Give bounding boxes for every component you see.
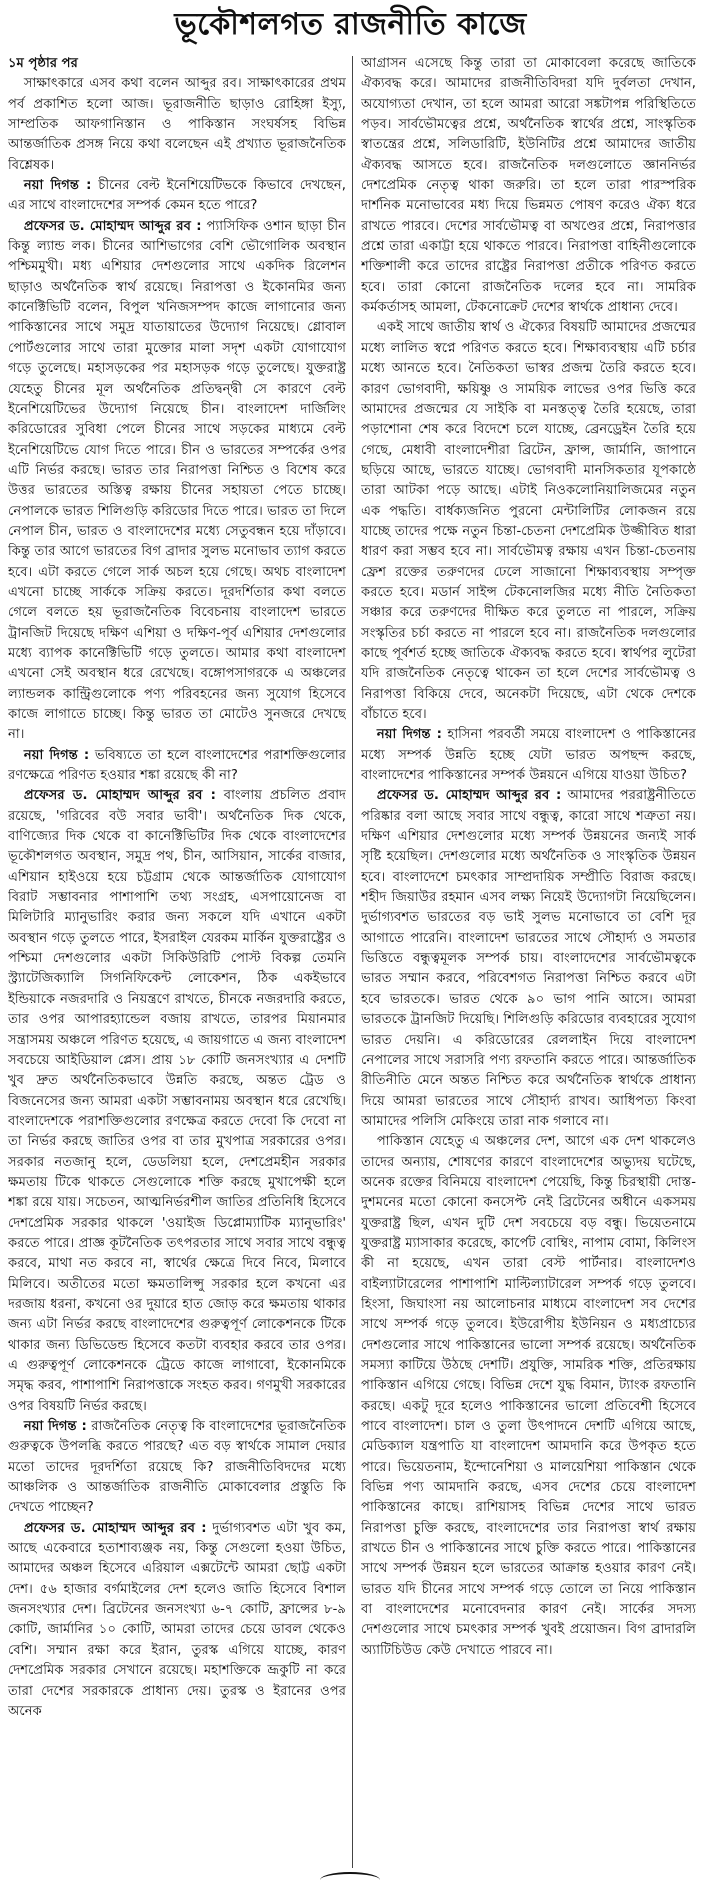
question-label: নয়া দিগন্ত : [23,1419,87,1435]
question-label: নয়া দিগন্ত : [23,178,92,194]
answer-label: প্রফেসর ড. মোহাম্মদ আব্দুর রব : [23,1520,207,1536]
interview-answer [8,786,346,1417]
interview-answer [8,217,346,746]
paragraph-text: বাংলায় প্রচলিত প্রবাদ রয়েছে, 'গরিবের বউ সবার ভাবী'। অর্থনৈতিক দিক থেকে, বাণিজ্যের দিক থেকে বা কানেক্টিভিটির দিক থেকে বাংলাদেশের ভূকৌশলগত অবস্থান, সমুদ্র পথ, চীন, আসিয়ান, সার্কের বাজার, এশিয়ান হাইওয়ে হয়ে চট্টগ্রাম থেকে আন্তর্জাতিক যোগাযোগ বিরাট সম্ভাবনার পাশাপাশি তথ্য সংগ্রহ, এসপায়োনেজ বা মিলিটারি ম্যানুভারিং করার জন্য সকলে যদি এখানে একটা অবস্থান গড়ে তুলতে পারে, ইসরাইল যেরকম মার্কিন যুক্তরাষ্ট্রের ও পশ্চিমা দেশগুলোর একটা সিকিউরিটি পোস্ট বিকল্প তেমনি স্ট্র্যাটেজিক্যালি সিগনিফিকেন্ট লোকেশন, ঠিক একইভাবে ইন্ডিয়াকে নজরদারি ও নিয়ন্ত্রণে রাখতে, চীনকে নজরদারি করতে, তার ওপর আপারহ্যান্ডেল বজায় রাখতে, তারপর মিয়ানমার সন্ত্রাসময় অঞ্চলে পরিণত হয়েছে, এ জায়গাতে এ জন্য বাংলাদেশ সবচেয়ে আইডিয়াল প্লেস। প্রায় ১৮ কোটি জনসংখ্যার এ দেশটি খুব দ্রুত অর্থনৈতিকভাবে উন্নতি করছে, অন্তত ট্রেড ও বিজনেসের জন্য আমরা একটা সম্ভাবনাময় অবস্থান ধরে রেখেছি। বাংলাদেশকে পরাশক্তিগুলোর রণক্ষেত্র করতে দেবো কি দেবো না তা নির্ভর করছে জাতির ওপর বা তার মুখপাত্র সরকারের ওপর। সরকার নতজানু হলে, ডেডলিয়া হলে, দেশপ্রেমহীন সরকার ক্ষমতায় টিকে থাকতে সেগুলোকে শক্তি করছে মুখাপেক্ষী হলে শঙ্কা রয়ে যায়। সচেতন, আত্মনির্ভরশীল জাতির প্রতিনিধি হিসেবে দেশপ্রেমিক সরকার থাকলে 'ওয়াইজ ডিপ্লোম্যাটিক ম্যানুভারিং' করতে পারে। প্রাজ্ঞ কূটনৈতিক তৎপরতার সাথে সবার সাথে বন্ধুত্ব করবে, মাথা নত করবে না, স্বার্থের ক্ষেত্রে দিবে নিবে, মিলাবে মিলিবে। অতীতের মতো ক্ষমতালিপ্সু সরকার হলে কখনো এর দরজায় ধরনা, কখনো ওর দুয়ারে হাত জোড় করে ক্ষমতায় থাকার জন্য এটা নির্ভর করছে বাংলাদেশের গুরুত্বপূর্ণ লোকেশনকে টিকে থাকার জন্য ডিভিডেন্ড হিসেবে কতটা ব্যবহার করবে তার ওপর। এ গুরুত্বপূর্ণ লোকেশনকে ট্রেডে কাজে লাগাবো, ইকোনমিকে সমৃদ্ধ করব, পাশাপাশি নিরাপত্তাকে সংহত করব। গণমুখী সরকারের ওপর বিষয়টি নির্ভর করছে। [8,788,346,1414]
paragraph-text: দুর্ভাগ্যবশত এটা খুব কম, আছে একেবারে হতাশাব্যঞ্জক নয়, কিন্তু সেগুলো হওয়া উচিত, আমাদের অঞ্চল হিসেবে এরিয়াল এক্সটেন্টে আমরা ছোট্ট একটা দেশ। ৫৬ হাজার বর্গমাইলের দেশ হলেও জাতি হিসেবে বিশাল জনসংখ্যার দেশ। ব্রিটেনের জনসংখ্যা ৬-৭ কোটি, ফ্রান্সের ৮-৯ কোটি, জার্মানির ১০ কোটি, আমরা তাদের চেয়ে ডাবল থেকেও বেশি। সম্মান রক্ষা করে ইরান, তুরস্ক এগিয়ে যাচ্ছে, কারণ দেশপ্রেমিক সরকার সেখানে রয়েছে। মহাশক্তিকে ভ্রূকুটি না করে তারা দেশের সরকারকে প্রাধান্য দেয়। তুরস্ক ও ইরানের ওপর অনেক [8,1520,346,1719]
interview-question [8,746,346,787]
paragraph: পাকিস্তান যেহেতু এ অঞ্চলের দেশ, আগে এক দেশ থাকলেও তাদের অন্যায়, শোষণের কারণে বাংলাদেশের অভ্যুদয় ঘটেছে, অনেক রক্তের বিনিময়ে বাংলাদেশ পেয়েছি, কিন্তু চিরস্থায়ী দোস্ত-দুশমনের মতো কোনো কনসেপ্ট নেই ব্রিটেনের অধীনে একসময় যুক্তরাষ্ট্র ছিল, এখন দুটি দেশ সবচেয়ে বড় বন্ধু। ভিয়েতনামে যুক্তরাষ্ট্র ম্যাসাকার করেছে, কার্পেট বোম্বিং, নাপাম বোমা, কিলিংস কী না হয়েছে, এখন তারা বেস্ট পার্টনার। বাংলাদেশও বাইল্যাটারেলের পাশাপাশি মাল্টিল্যাটারেল সম্পর্ক গড়ে তুলবে। হিংসা, জিঘাংসা নয় আলোচনার মাধ্যমে বাংলাদেশ সব দেশের সাথে সম্পর্ক গড়ে তুলবে। ইউরোপীয় ইউনিয়ন ও মধ্যপ্রাচ্যের দেশগুলোর সাথে পাকিস্তানের ভালো সম্পর্ক রয়েছে। অর্থনৈতিক সমস্যা কাটিয়ে উঠছে দেশটি। প্রযুক্তি, সামরিক শক্তি, প্রতিরক্ষায় পাকিস্তান এগিয়ে গেছে। বিভিন্ন দেশে যুদ্ধ বিমান, ট্যাংক রফতানি করছে। একটু দূরে হলেও পাকিস্তানের ভালো প্রতিবেশী হিসেবে পাবে বাংলাদেশ। চাল ও তুলা উৎপাদনে দেশটি এগিয়ে আছে, মেডিক্যাল যন্ত্রপাতি যা বাংলাদেশ আমদানি করে উপকৃত হতে পারে। ভিয়েতনাম, ইন্দোনেশিয়া ও মালয়েশিয়া পাকিস্তান থেকে বিভিন্ন পণ্য আমদানি করছে, এসব দেশের চেয়ে বাংলাদেশ পাকিস্তানের কাছে। রাশিয়াসহ বিভিন্ন দেশের সাথে ভারত নিরাপত্তা চুক্তি করছে, বাংলাদেশের তার নিরাপত্তা স্বার্থ রক্ষায় রাখতে চীন ও পাকিস্তানের সাথে চুক্তি করতে পারে। পাকিস্তানের সাথে সম্পর্ক উন্নয়ন হলে ভারতের আক্রান্ত হওয়ার কারণ নেই। ভারত যদি চীনের সাথে সম্পর্ক গড়ে তোলে তা নিয়ে পাকিস্তান বা বাংলাদেশের মনোবেদনার কারণ নেই। সার্কের সদস্য দেশগুলোর সাথে চমৎকার সম্পর্ক খুবই প্রয়োজন। বিগ ব্রাদারলি অ্যাটিচিউড কেউ দেখাতে পারবে না। [361,1134,696,1658]
interview-question [8,176,346,217]
answer-label: প্রফেসর ড. মোহাম্মদ আব্দুর রব : [23,218,202,234]
paragraph-text: আমাদের পররাষ্ট্রনীতিতে পরিষ্কার বলা আছে সবার সাথে বন্ধুত্ব, কারো সাথে শত্রুতা নয়। দক্ষিণ এশিয়ার দেশগুলোর মধ্যে সম্পর্ক উন্নয়নের জন্যই সার্ক সৃষ্টি হয়েছিল। দেশগুলোর মধ্যে অর্থনৈতিক ও সাংস্কৃতিক উন্নয়ন হবে। বাংলাদেশে চমৎকার সাম্প্রদায়িক সম্প্রীতি বিরাজ করছে। শহীদ জিয়াউর রহমান এসব লক্ষ্য নিয়েই উদ্যোগটা নিয়েছিলেন। দুর্ভাগ্যবশত ভারতের বড় ভাই সুলভ মনোভাবে তা বেশি দূর আগাতে পারেনি। বাংলাদেশ ভারতের সাথে সৌহার্দ্য ও সমতার ভিত্তিতে বন্ধুত্বমূলক সম্পর্ক চায়। বাংলাদেশের সার্বভৌমত্বকে ভারত সম্মান করবে, পরিবেশগত নিরাপত্তা নিশ্চিত করবে এটা হবে ভারতকে। ভারত থেকে ৯০ ভাগ পানি আসে। আমরা ভারতকে ট্রানজিট দিয়েছি। শিলিগুড়ি করিডোর ব্যবহারের সুযোগ ভারত দেয়নি। এ করিডোরের রেললাইন দিয়ে বাংলাদেশ নেপালের সাথে সরাসরি পণ্য রফতানি করতে পারে। আন্তর্জাতিক রীতিনীতি মেনে অন্তত নিশ্চিত করে অর্থনৈতিক স্বার্থকে প্রাধান্য দিয়ে আমরা ভারতের সাথে সৌহার্দ্য রাখব। আধিপত্য কিংবা আমাদের পলিসি মেকিংয়ে তারা নাক গলাবে না। [361,788,696,1129]
paragraph: একই সাথে জাতীয় স্বার্থ ও ঐক্যের বিষয়টি আমাদের প্রজন্মের মধ্যে লালিত স্বপ্নে পরিণত করতে হবে। শিক্ষাব্যবস্থায় এটি চর্চার মধ্যে আনতে হবে। নৈতিকতা ভাস্বর প্রজন্ম তৈরি করতে হবে। কারণ ভোগবাদী, ক্ষয়িষ্ণু ও সাময়িক লাভের ওপর ভিত্তি করে আমাদের প্রজন্মের যে সাইকি বা মনস্তত্ত্ব তৈরি হয়েছে, তারা পড়াশোনা শেষ করে বিদেশে চলে যাচ্ছে, ব্রেনড্রেইন তৈরি হয়ে গেছে, মেধাবী বাংলাদেশীরা ব্রিটেন, ফ্রান্স, জার্মানি, জাপানে ছড়িয়ে আছে, ভারতে যাচ্ছে। ভোগবাদী মানসিকতার যূপকাষ্ঠে তারা আটকা পড়ে আছে। এটাই নিওকলোনিয়ালিজমের নতুন এক পদ্ধতি। বার্ধক্যজনিত পুরনো মেন্টালিটির লোকজন রয়ে যাচ্ছে তাদের পক্ষে নতুন চিন্তা-চেতনা দেশপ্রেমিক উজ্জীবিত ধারা ধারণ করা সম্ভব হবে না। সার্বভৌমত্ব রক্ষায় এখন চিন্তা-চেতনায় ফ্রেশ রক্তের তরুণদের ঢেলে সাজানো শিক্ষাব্যবস্থায় সম্পৃক্ত করতে হবে। মডার্ন সাইন্স টেকনোলজির মধ্যে নীতি নৈতিকতা সঞ্চার করে তরুণদের দীক্ষিত করে তুলতে না পারলে, সক্রিয় সংস্কৃতির চর্চা করতে না পারলে হবে না। রাজনৈতিক দলগুলোর কাছে পূর্বশর্ত হচ্ছে জাতিকে ঐক্যবদ্ধ করতে হবে। স্বার্থপর লুটেরা যদি রাজনৈতিক নেতৃত্বে থাকেন তা হলে দেশের সার্বভৌমত্ব ও নিরাপত্তা বিকিয়ে দেবে, অনেকটা দিয়েছে, এটা থেকে দেশকে বাঁচাতে হবে। [361,320,696,722]
interview-question [8,1417,346,1519]
continuation-label: ১ম পৃষ্ঠার পর [8,56,78,71]
answer-label: প্রফেসর ড. মোহাম্মদ আব্দুর রব : [23,788,216,804]
question-label: নয়া দিগন্ত : [376,727,442,743]
paragraph-text: হাসিনা পরবর্তী সময়ে বাংলাদেশ ও পাকিস্তানের মধ্যে সম্পর্ক উন্নতি হচ্ছে যেটা ভারত অপছন্দ করছে, বাংলাদেশের পাকিস্তানের সম্পর্ক উন্নয়নে এগিয়ে যাওয়া উচিত? [361,727,696,784]
interview-question [361,725,696,786]
right-column [361,54,696,1870]
answer-label: প্রফেসর ড. মোহাম্মদ আব্দুর রব : [376,788,562,804]
interview-answer [361,786,696,1132]
paragraph-text: ভবিষ্যতে তা হলে বাংলাদেশের পরাশক্তিগুলোর রণক্ষেত্রে পরিণত হওয়ার শঙ্কা রয়েছে কী না? [8,747,346,784]
paragraph-text: চীনের বেল্ট ইনেশিয়েটিভকে কিভাবে দেখছেন, এর সাথে বাংলাদেশের সম্পর্ক কেমন হতে পারে? [8,178,346,214]
paragraph-text: রাজনৈতিক নেতৃত্ব কি বাংলাদেশের ভূরাজনৈতিক গুরুত্বকে উপলব্ধি করতে পারছে? এত বড় স্বার্থকে সামাল দেয়ার মতো তাদের দূরদর্শিতা রয়েছে কি? রাজনীতিবিদদের মধ্যে আঞ্চলিক ও আন্তর্জাতিক রাজনীতি মোকাবেলার প্রস্তুতি কি দেখতে পাচ্ছেন? [8,1419,346,1516]
question-label: নয়া দিগন্ত : [23,747,90,763]
paragraph: সাক্ষাৎকারে এসব কথা বলেন আব্দুর রব। সাক্ষাৎকারের প্রথম পর্ব প্রকাশিত হলো আজ। ভূরাজনীতি ছাড়াও রোহিঙ্গা ইস্যু, সাম্প্রতিক আফগানিস্তান ও পাকিস্তান সংঘর্ষসহ বিভিন্ন আন্তর্জাতিক প্রসঙ্গ নিয়ে কথা বলেছেন এই প্রখ্যাত ভূরাজনৈতিক বিশ্লেষক। [8,76,346,173]
paragraph-text: প্যাসিফিক ওশান ছাড়া চীন কিন্তু ল্যান্ড লক। চীনের আশিভাগের বেশি ভৌগোলিক অবস্থান পশ্চিমমুখী। মধ্য এশিয়ার দেশগুলোর সাথে একদিক রিলেশন ছাড়াও অর্থনৈতিক স্বার্থ রয়েছে। নিরাপত্তা ও ইকোনমির জন্য কানেক্টিভিটি বলেন, বিপুল খনিজসম্পদ কাজে লাগানোর জন্য পাকিস্তানের সাথে সমুদ্র যাতায়াতের উদ্যোগ নিয়েছে। গ্লোবাল পোর্টগুলোর সাথে তারা মুক্তোর মালা সদৃশ একটা যোগাযোগ গড়ে তুলেছে। মহাসড়কের পর মহাসড়ক গড়ে তুলেছে। যুক্তরাষ্ট্র যেহেতু চীনের মূল অর্থনৈতিক প্রতিদ্বন্দ্বী সে কারণে বেল্ট ইনেশিয়েটিভের উদ্যোগ নিয়েছে চীন। বাংলাদেশ দার্জিলিং করিডোরের সুবিধা পেলে চীনের সাথে সড়কের মাধ্যমে বেল্ট ইনেশিয়েটিভে যোগ দিতে পারে। চীন ও ভারতের সম্পর্কের ওপর এটি নির্ভর করছে। ভারত তার নিরাপত্তা নিশ্চিত ও বিশেষ করে উত্তর ভারতের অস্তিত্ব রক্ষায় চীনের সহায়তা পেতে চাচ্ছে। নেপালকে ভারত শিলিগুড়ি করিডোর দিতে পারে। ভারত তা দিলে নেপাল চীন, ভারত ও বাংলাদেশের মধ্যে সেতুবন্ধন হয়ে দাঁড়াবে। কিন্তু তার আগে ভারতের বিগ ব্রাদার সুলভ মনোভাব ত্যাগ করতে হবে। এটা করতে গেলে সার্ক অচল হয়ে গেছে। অথচ বাংলাদেশ এখনো চাচ্ছে সার্ককে সক্রিয় করতে। দূরদর্শিতার কথা বলতে গেলে বলতে হয় ভূরাজনৈতিক বিবেচনায় বাংলাদেশ ভারতে ট্রানজিট দিয়েছে দক্ষিণ এশিয়া ও দক্ষিণ-পূর্ব এশিয়ার দেশগুলোর মধ্যে ব্যাপক কানেক্টিভিটি গড়ে তুলতে। আমার কথা বাংলাদেশ এখনো সেই অবস্থান ধরে রেখেছে। বঙ্গোপসাগরকে এ অঞ্চলের ল্যান্ডলক কান্ট্রিগুলোকে পণ্য পরিবহনের জন্য সুযোগ হিসেবে কাজে লাগাতে চাচ্ছে। কিন্তু ভারত তা মোটেও সুনজরে দেখছে না। [8,218,346,743]
left-column [8,54,346,1870]
column-divider [352,56,353,1868]
headline: ভূকৌশলগত রাজনীতি কাজে [174,7,527,42]
interview-answer [8,1519,346,1722]
paragraph: আগ্রাসন এসেছে কিন্তু তারা তা মোকাবেলা করেছে জাতিকে ঐক্যবদ্ধ করে। আমাদের রাজনীতিবিদরা যদি দুর্বলতা দেখান, অযোগ্যতা দেখান, তা হলে আমরা আরো সঙ্কটাপন্ন পরিস্থিতিতে পড়ব। সার্বভৌমত্বের প্রশ্নে, অর্থনৈতিক স্বার্থের প্রশ্নে, সাংস্কৃতিক স্বাতন্ত্রের প্রশ্নে, সলিডারিটি, ইউনিটির প্রশ্নে আমাদের জাতীয় ঐক্যবদ্ধ আসতে হবে। রাজনৈতিক দলগুলোতে জ্ঞাননির্ভর দেশপ্রেমিক নেতৃত্ব থাকা জরুরি। তা হলে তারা পারস্পরিক দার্শনিক মনোভাবের মধ্য দিয়ে ভিন্নমত পোষণ করেও ঐক্য ধরে রাখতে পারবে। দেশের সার্বভৌমত্ব বা অখণ্ডের প্রশ্নে, নিরাপত্তার প্রশ্নে তারা একাট্টা হয়ে থাকতে পারবে। নিরাপত্তা বাহিনীগুলোকে শক্তিশালী করে তাদের রাষ্ট্রের নিরাপত্তা প্রতীকে পরিণত করতে হবে। তারা কোনো রাজনৈতিক দলের হবে না। সামরিক কর্মকর্তাসহ আমলা, টেকনোক্রেট দেশের স্বার্থকে প্রাধান্য দেবে। [361,56,696,316]
